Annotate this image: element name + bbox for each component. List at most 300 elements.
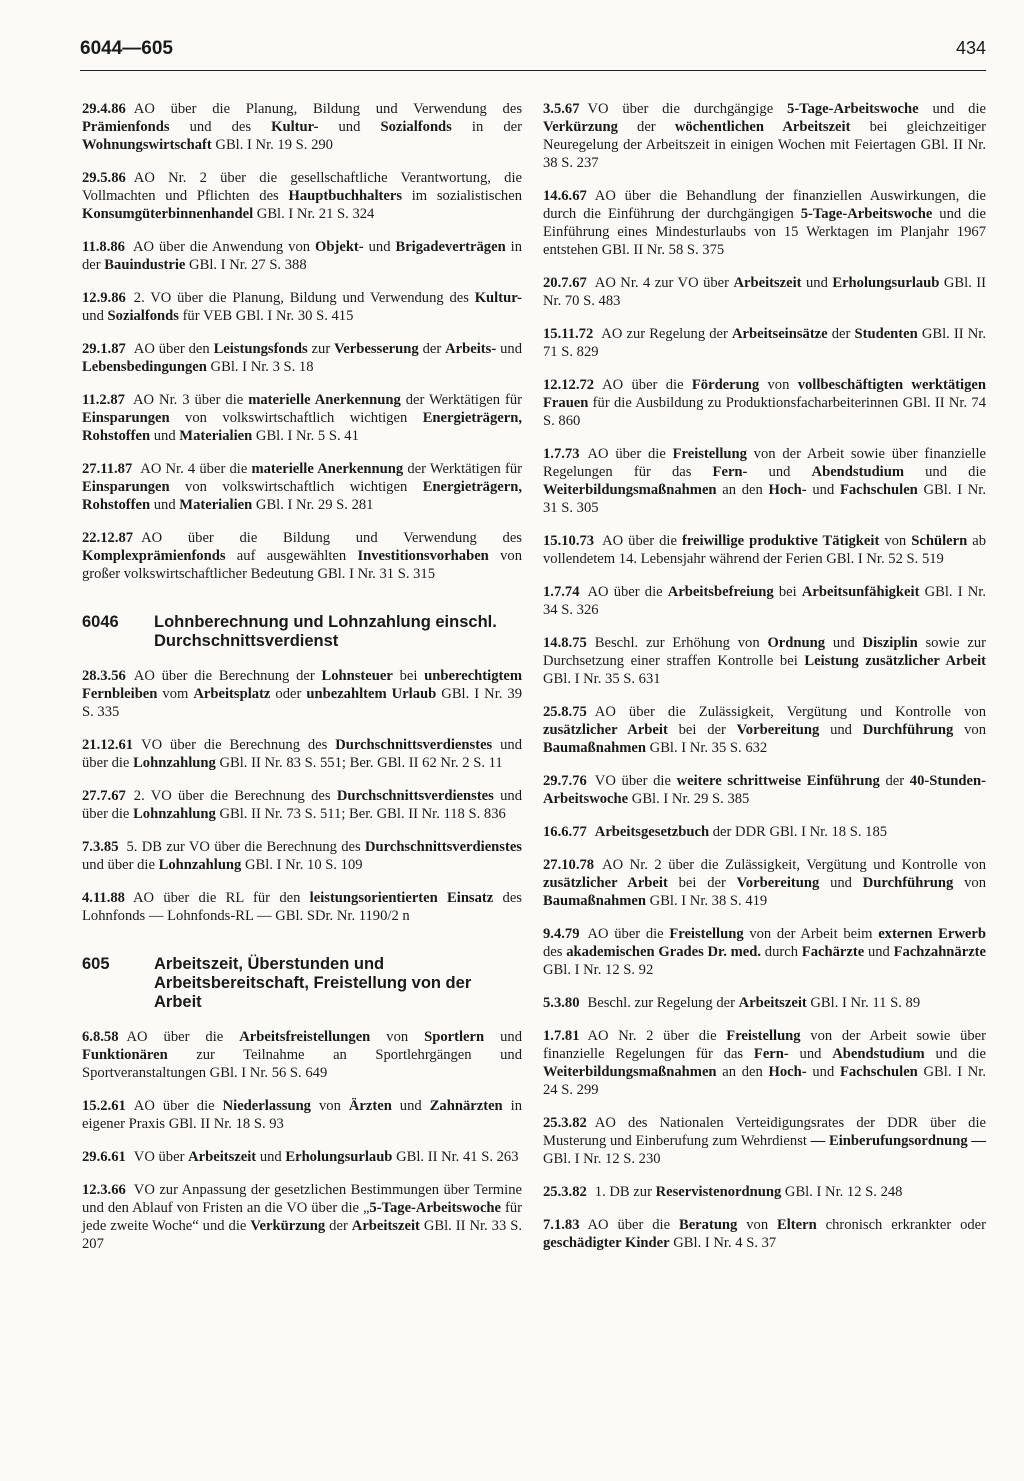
entry-text: AO Nr. 3 über die — [132, 392, 249, 408]
entry-keyword: Bauindustrie — [104, 257, 186, 273]
law-entry — [82, 529, 522, 583]
entry-text: und — [391, 1098, 430, 1114]
entry-date: 6.8.58 — [82, 1029, 119, 1045]
entry-keyword: Arbeits- — [445, 341, 497, 357]
law-entry — [543, 1114, 986, 1168]
entry-keyword: Energieträgern, Rohstoffen — [82, 479, 522, 513]
entry-text: Beschl. zur Regelung der — [587, 995, 739, 1011]
entry-text: von der Arbeit sowie über finanzielle Regelungen für das — [543, 446, 986, 480]
entry-date: 29.5.86 — [82, 170, 126, 186]
law-entry — [543, 634, 986, 688]
entry-text: AO Nr. 2 über die — [587, 1028, 727, 1044]
entry-keyword: Fern- — [712, 464, 748, 480]
entry-keyword: Leistung zusätzlicher Arbeit — [804, 653, 986, 669]
entry-text: GBl. I Nr. 19 S. 290 — [211, 137, 333, 153]
section-number: 6046 — [82, 613, 119, 631]
entry-keyword: Arbeitszeit — [738, 995, 807, 1011]
entry-keyword: leistungsorientierten Einsatz — [309, 890, 494, 906]
entry-keyword: Verkürzung — [543, 119, 618, 135]
entry-text: GBl. I Nr. 24 S. 299 — [543, 1064, 987, 1098]
entry-text: an den — [716, 1064, 769, 1080]
entry-text: und die Einführung eines Mindesturlaubs von 15 Werktagen im Planjahr 1967 entstehen GBl. II Nr. 58 S. 375 — [543, 206, 986, 258]
entry-keyword: Freistellung — [672, 446, 747, 462]
entry-text: VO zur Anpassung der gesetzlichen Bestimmungen über Termine und den Ablauf von Fristen an die VO über die „ — [82, 1182, 522, 1216]
entry-text: durch — [761, 944, 802, 960]
entry-keyword: freiwillige produktive Tätigkeit — [681, 533, 880, 549]
entry-date: 29.6.61 — [82, 1149, 126, 1165]
entry-keyword: Hauptbuchhalters — [288, 188, 402, 204]
entry-keyword: Prämienfonds — [82, 119, 170, 135]
entry-keyword: geschädigter Kinder — [543, 1235, 670, 1251]
law-entry — [543, 583, 986, 619]
entry-keyword: Arbeitszeit — [733, 275, 802, 291]
entry-keyword: Vorbereitung — [736, 722, 820, 738]
entry-text: von — [953, 875, 986, 891]
law-entry — [543, 856, 986, 910]
entry-keyword: Brigadeverträgen — [395, 239, 506, 255]
entry-keyword: Reservistenordnung — [655, 1184, 782, 1200]
entry-keyword: Abendstudium — [832, 1046, 925, 1062]
entry-text: der — [617, 119, 675, 135]
entry-keyword: Erholungsurlaub — [832, 275, 940, 291]
section-title: Arbeitszeit, Überstunden und Arbeitsbereitschaft, Freistellung von der Arbeit — [154, 955, 472, 1011]
law-entry — [82, 460, 522, 514]
entry-text: AO über die — [126, 1029, 240, 1045]
entry-text: und — [819, 875, 863, 891]
entry-date: 27.11.87 — [82, 461, 133, 477]
entry-text: AO über die — [587, 584, 668, 600]
entry-text: und — [256, 1149, 286, 1165]
entry-date: 1.7.81 — [543, 1028, 580, 1044]
entry-keyword: Durchführung — [862, 875, 954, 891]
entry-keyword: Arbeitseinsätze — [731, 326, 828, 342]
entry-keyword: Objekt- — [315, 239, 364, 255]
entry-keyword: Abendstudium — [811, 464, 905, 480]
entry-text: sowie zur Durchsetzung einer straffen Kontrolle bei — [543, 635, 986, 669]
entry-text: VO über die Berechnung des — [141, 737, 336, 753]
entry-text: GBl. II Nr. 33 S. 207 — [82, 1218, 522, 1252]
law-entry — [82, 1028, 522, 1082]
entry-text: und — [825, 635, 863, 651]
entry-keyword: vollbeschäftigten werktätigen Frauen — [543, 377, 986, 411]
entry-date: 25.3.82 — [543, 1115, 587, 1131]
entry-text: und über die — [82, 857, 159, 873]
entry-keyword: externen Erwerb — [878, 926, 986, 942]
entry-keyword: Kultur- — [474, 290, 522, 306]
entry-text: GBl. I Nr. 34 S. 326 — [543, 584, 986, 618]
entry-date: 25.8.75 — [543, 704, 587, 720]
entry-text: von großer volkswirtschaftlicher Bedeutung GBl. I Nr. 31 S. 315 — [82, 548, 522, 582]
law-entry — [82, 1181, 522, 1253]
entry-text: von — [737, 1217, 777, 1233]
entry-keyword: Ärzten — [348, 1098, 392, 1114]
entry-date: 16.6.77 — [543, 824, 587, 840]
entry-keyword: Arbeitsunfähigkeit — [801, 584, 920, 600]
entry-text: AO über die Bildung und Verwendung des — [141, 530, 522, 546]
entry-text: und — [806, 1064, 840, 1080]
entry-keyword: Fachschulen — [839, 482, 918, 498]
law-entry — [82, 787, 522, 823]
entry-text: und — [318, 119, 381, 135]
entry-text: GBl. II Nr. 70 S. 483 — [543, 275, 987, 309]
entry-text: zur — [307, 341, 335, 357]
entry-keyword: Arbeitszeit — [351, 1218, 420, 1234]
entry-keyword: Durchführung — [862, 722, 954, 738]
entry-text: der — [325, 1218, 352, 1234]
entry-text: von volkswirtschaftlich wichtigen — [169, 410, 423, 426]
entry-keyword: Freistellung — [669, 926, 744, 942]
entry-date: 27.7.67 — [82, 788, 126, 804]
law-entry — [543, 703, 986, 757]
entry-keyword: materielle Anerkennung — [248, 392, 401, 408]
law-entry — [82, 1097, 522, 1133]
entry-date: 12.3.66 — [82, 1182, 126, 1198]
law-entry — [82, 340, 522, 376]
entry-date: 28.3.56 — [82, 668, 126, 684]
entry-keyword: Fachärzte — [801, 944, 865, 960]
entry-text: AO über die Behandlung der finanziellen Auswirkungen, die durch die Einführung der durchgängigen — [543, 188, 986, 222]
entry-text: der — [879, 773, 910, 789]
entry-keyword: Lohnsteuer — [321, 668, 393, 684]
entry-text: und — [806, 482, 840, 498]
entry-keyword: Zahnärzten — [429, 1098, 503, 1114]
section-heading — [82, 613, 522, 651]
entry-text: von der Arbeit sowie über finanzielle Regelungen für das — [543, 1028, 986, 1062]
entry-text: und über die — [82, 788, 522, 822]
entry-date: 29.4.86 — [82, 101, 126, 117]
entry-text: von — [759, 377, 798, 393]
entry-text: 2. VO über die Berechnung des — [133, 788, 337, 804]
law-entry — [82, 169, 522, 223]
entry-keyword: Materialien — [179, 497, 253, 513]
law-entry — [543, 187, 986, 259]
entry-text: GBl. I Nr. 12 S. 248 — [781, 1184, 903, 1200]
entry-text: AO über die — [602, 377, 692, 393]
law-entry — [543, 772, 986, 808]
law-entry — [82, 736, 522, 772]
entry-text: und die — [924, 1046, 986, 1062]
law-entry — [82, 289, 522, 325]
entry-text: bei gleichzeitiger Neuregelung der Arbeitszeit in einigen Wochen mit Feiertagen GBl. II Nr. 38 S. 237 — [543, 119, 986, 171]
entry-text: in der — [451, 119, 522, 135]
entry-date: 12.12.72 — [543, 377, 595, 393]
entry-keyword: wöchentlichen Arbeitszeit — [674, 119, 851, 135]
entry-keyword: Weiterbildungsmaßnahmen — [543, 482, 717, 498]
entry-text: und die — [918, 101, 986, 117]
entry-keyword: Lohnzahlung — [133, 755, 216, 771]
entry-text: GBl. I Nr. 12 S. 92 — [543, 962, 654, 978]
entry-date: 21.12.61 — [82, 737, 134, 753]
entry-keyword: Vorbereitung — [736, 875, 820, 891]
entry-keyword: Arbeitsfreistellungen — [239, 1029, 371, 1045]
entry-text: und — [150, 428, 180, 444]
entry-date: 27.10.78 — [543, 857, 595, 873]
page-number: 434 — [955, 38, 986, 58]
entry-text: GBl. II Nr. 41 S. 263 — [392, 1149, 519, 1165]
entry-text: VO über — [133, 1149, 189, 1165]
entry-keyword: Erholungsurlaub — [285, 1149, 393, 1165]
law-entry — [543, 1216, 986, 1252]
entry-text: und — [363, 239, 396, 255]
entry-text: AO Nr. 4 über die — [140, 461, 252, 477]
entry-keyword: Wohnungswirtschaft — [82, 137, 212, 153]
page-code: 6044—605 — [80, 38, 173, 59]
entry-text: AO über die RL für den — [132, 890, 310, 906]
entry-text: der — [418, 341, 446, 357]
entry-keyword: Weiterbildungsmaßnahmen — [543, 1064, 717, 1080]
left-column — [82, 100, 522, 1268]
entry-date: 5.3.80 — [543, 995, 580, 1011]
entry-text: GBl. I Nr. 38 S. 419 — [646, 893, 768, 909]
entry-keyword: Eltern — [777, 1217, 817, 1233]
law-entry — [82, 391, 522, 445]
entry-text: für die Ausbildung zu Produktionsfacharbeiterinnen GBl. II Nr. 74 S. 860 — [543, 395, 986, 429]
law-entry — [543, 532, 986, 568]
entry-keyword: Arbeitsplatz — [193, 686, 271, 702]
entry-keyword: Ordnung — [767, 635, 826, 651]
entry-keyword: Beratung — [678, 1217, 738, 1233]
entry-text: GBl. I Nr. 29 S. 281 — [252, 497, 374, 513]
entry-text: bei der — [667, 722, 737, 738]
entry-text: GBl. I Nr. 12 S. 230 — [543, 1151, 661, 1167]
entry-keyword: Lohnzahlung — [133, 806, 216, 822]
entry-keyword: Arbeitszeit — [188, 1149, 257, 1165]
entry-text: im sozialistischen — [402, 188, 522, 204]
entry-text: und — [747, 464, 812, 480]
entry-keyword: Verkürzung — [250, 1218, 326, 1234]
entry-text: GBl. I Nr. 11 S. 89 — [806, 995, 921, 1011]
entry-keyword: Hoch- — [768, 1064, 807, 1080]
entry-text: von — [310, 1098, 349, 1114]
entry-keyword: unberechtigtem Fernbleiben — [82, 668, 522, 702]
entry-text: auf ausgewählten — [225, 548, 358, 564]
entry-text: 5. DB zur VO über die Berechnung des — [126, 839, 365, 855]
entry-text: und — [801, 275, 833, 291]
entry-keyword: Fachschulen — [839, 1064, 918, 1080]
entry-text: und die — [904, 464, 986, 480]
entry-keyword: Leistungsfonds — [213, 341, 308, 357]
entry-text: GBl. I Nr. 21 S. 324 — [253, 206, 375, 222]
entry-text: GBl. II Nr. 73 S. 511; Ber. GBl. II Nr. 118 S. 836 — [215, 806, 506, 822]
entry-keyword: Lebensbedingungen — [82, 359, 207, 375]
entry-text: Beschl. zur Erhöhung von — [594, 635, 768, 651]
entry-text: GBl. I Nr. 35 S. 631 — [543, 671, 661, 687]
law-entry — [82, 238, 522, 274]
entry-keyword: Kultur- — [271, 119, 319, 135]
entry-text: zur Teilnahme an Sportlehrgängen und Sportveranstaltungen GBl. I Nr. 56 S. 649 — [82, 1047, 522, 1081]
law-entry — [543, 376, 986, 430]
entry-text: und — [496, 341, 522, 357]
entry-text: oder — [270, 686, 307, 702]
law-entry — [543, 274, 986, 310]
entry-keyword: — Einberufungsordnung — — [810, 1133, 986, 1149]
entry-date: 15.11.72 — [543, 326, 594, 342]
entry-text: AO über die Planung, Bildung und Verwendung des — [133, 101, 522, 117]
entry-keyword: Sozialfonds — [380, 119, 452, 135]
entry-keyword: weitere schrittweise Einführung — [676, 773, 880, 789]
entry-text: und des — [169, 119, 272, 135]
entry-date: 14.6.67 — [543, 188, 587, 204]
entry-keyword: Arbeitsbefreiung — [667, 584, 774, 600]
entry-text: 2. VO über die Planung, Bildung und Verwendung des — [133, 290, 475, 306]
entry-keyword: 5-Tage-Arbeitswoche — [800, 206, 933, 222]
entry-keyword: akademischen Grades Dr. med. — [566, 944, 762, 960]
entry-text: und — [82, 308, 108, 324]
entry-keyword: Verbesserung — [334, 341, 419, 357]
entry-text: AO über die Anwendung von — [132, 239, 316, 255]
entry-text: von — [953, 722, 986, 738]
entry-date: 7.1.83 — [543, 1217, 580, 1233]
entry-keyword: Funktionären — [82, 1047, 168, 1063]
entry-keyword: unbezahltem Urlaub — [306, 686, 437, 702]
entry-text: GBl. I Nr. 39 S. 335 — [82, 686, 523, 720]
entry-keyword: Schülern — [911, 533, 968, 549]
entry-text: 1. DB zur — [594, 1184, 656, 1200]
entry-keyword: zusätzlicher Arbeit — [543, 722, 668, 738]
entry-text: und — [819, 722, 863, 738]
header-rule — [80, 70, 986, 71]
entry-text: AO Nr. 4 zur VO über — [594, 275, 734, 291]
entry-text: und — [788, 1046, 833, 1062]
entry-date: 14.8.75 — [543, 635, 587, 651]
entry-keyword: 5-Tage-Arbeitswoche — [369, 1200, 502, 1216]
entry-text: in der — [82, 239, 523, 273]
entry-text: AO über die — [587, 926, 670, 942]
entry-keyword: Einsparungen — [82, 479, 170, 495]
entry-text: und über die — [82, 737, 522, 771]
entry-text: GBl. I Nr. 3 S. 18 — [206, 359, 314, 375]
entry-keyword: Investitionsvorhaben — [357, 548, 489, 564]
entry-keyword: Sportlern — [424, 1029, 485, 1045]
entry-text: GBl. I Nr. 10 S. 109 — [241, 857, 363, 873]
entry-text: GBl. I Nr. 31 S. 305 — [543, 482, 987, 516]
entry-keyword: Durchschnittsverdienstes — [364, 839, 522, 855]
entry-text: von — [370, 1029, 425, 1045]
entry-text: des Lohnfonds — Lohnfonds-RL — GBl. SDr. Nr. 1190/2 n — [82, 890, 522, 924]
entry-keyword: materielle Anerkennung — [251, 461, 404, 477]
entry-text: für VEB GBl. I Nr. 30 S. 415 — [178, 308, 354, 324]
section-title: Lohnberechnung und Lohnzahlung einschl. Durchschnittsverdienst — [154, 613, 497, 650]
entry-keyword: Freistellung — [726, 1028, 801, 1044]
entry-text: bei — [392, 668, 425, 684]
entry-text: AO über die — [602, 533, 682, 549]
entry-text: vom — [157, 686, 194, 702]
entry-date: 15.10.73 — [543, 533, 595, 549]
entry-text: AO über die Berechnung der — [133, 668, 322, 684]
entry-text: bei — [773, 584, 802, 600]
entry-date: 3.5.67 — [543, 101, 580, 117]
entry-keyword: Förderung — [691, 377, 760, 393]
entry-keyword: Baumaßnahmen — [543, 893, 646, 909]
entry-keyword: Arbeitsgesetzbuch — [594, 824, 710, 840]
law-entry — [82, 1148, 522, 1166]
entry-date: 7.3.85 — [82, 839, 119, 855]
entry-text: AO Nr. 2 über die Zulässigkeit, Vergütung und Kontrolle von — [602, 857, 986, 873]
entry-text: GBl. I Nr. 5 S. 41 — [252, 428, 359, 444]
entry-text: GBl. I Nr. 29 S. 385 — [628, 791, 750, 807]
law-entry — [543, 823, 986, 841]
entry-text: von — [879, 533, 912, 549]
entry-text: AO über die — [133, 1098, 223, 1114]
entry-date: 15.2.61 — [82, 1098, 126, 1114]
entry-date: 11.2.87 — [82, 392, 125, 408]
entry-date: 1.7.73 — [543, 446, 580, 462]
entry-keyword: Niederlassung — [222, 1098, 311, 1114]
entry-text: AO über die — [587, 1217, 679, 1233]
entry-date: 29.1.87 — [82, 341, 126, 357]
entry-keyword: Disziplin — [862, 635, 918, 651]
law-entry — [543, 1183, 986, 1201]
entry-text: an den — [716, 482, 769, 498]
entry-text: VO über die durchgängige — [587, 101, 788, 117]
entry-text: und — [484, 1029, 522, 1045]
entry-date: 9.4.79 — [543, 926, 580, 942]
law-entry — [82, 838, 522, 874]
entry-date: 20.7.67 — [543, 275, 587, 291]
entry-text: der — [827, 326, 855, 342]
entry-date: 25.3.82 — [543, 1184, 587, 1200]
entry-text: in eigener Praxis GBl. II Nr. 18 S. 93 — [82, 1098, 522, 1132]
entry-text: von volkswirtschaftlich wichtigen — [169, 479, 423, 495]
entry-keyword: Komplexprämienfonds — [82, 548, 226, 564]
entry-text: GBl. II Nr. 83 S. 551; Ber. GBl. II 62 Nr. 2 S. 11 — [215, 755, 503, 771]
entry-keyword: Fachzahnärzte — [893, 944, 987, 960]
entry-keyword: Energieträgern, Rohstoffen — [82, 410, 522, 444]
law-entry — [543, 994, 986, 1012]
entry-keyword: 40-Stunden-Arbeitswoche — [543, 773, 986, 807]
entry-text: GBl. I Nr. 4 S. 37 — [669, 1235, 777, 1251]
entry-keyword: 5-Tage-Arbeitswoche — [787, 101, 919, 117]
entry-text: der DDR GBl. I Nr. 18 S. 185 — [709, 824, 888, 840]
entry-text: AO zur Regelung der — [601, 326, 732, 342]
entry-text: bei der — [667, 875, 737, 891]
entry-date: 29.7.76 — [543, 773, 587, 789]
law-entry — [82, 889, 522, 925]
entry-keyword: Baumaßnahmen — [543, 740, 646, 756]
law-entry — [82, 667, 522, 721]
entry-text: des — [543, 944, 567, 960]
entry-text: GBl. I Nr. 35 S. 632 — [646, 740, 768, 756]
entry-keyword: Fern- — [753, 1046, 789, 1062]
right-column — [543, 100, 986, 1267]
entry-keyword: Lohnzahlung — [158, 857, 242, 873]
entry-date: 1.7.74 — [543, 584, 580, 600]
law-entry — [82, 100, 522, 154]
entry-text: von der Arbeit beim — [743, 926, 879, 942]
entry-text: für jede zweite Woche“ und die — [82, 1200, 522, 1234]
entry-keyword: Durchschnittsverdienstes — [335, 737, 493, 753]
entry-date: 12.9.86 — [82, 290, 126, 306]
law-entry — [543, 445, 986, 517]
entry-date: 4.11.88 — [82, 890, 125, 906]
entry-text: GBl. I Nr. 27 S. 388 — [185, 257, 307, 273]
entry-text: AO Nr. 2 über die gesellschaftliche Verantwortung, die Vollmachten und Pflichten des — [82, 170, 522, 204]
entry-keyword: Durchschnittsverdienstes — [336, 788, 494, 804]
entry-text: ab vollendetem 14. Lebensjahr während der Ferien GBl. I Nr. 52 S. 519 — [543, 533, 986, 567]
entry-text: chronisch erkrankter oder — [816, 1217, 986, 1233]
law-entry — [543, 925, 986, 979]
entry-keyword: Sozialfonds — [107, 308, 179, 324]
law-entry — [543, 100, 986, 172]
law-entry — [543, 325, 986, 361]
entry-keyword: Studenten — [854, 326, 918, 342]
entry-keyword: Konsumgüterbinnenhandel — [82, 206, 254, 222]
entry-date: 11.8.86 — [82, 239, 125, 255]
entry-keyword: zusätzlicher Arbeit — [543, 875, 668, 891]
entry-text: und — [150, 497, 180, 513]
section-heading — [82, 955, 522, 1012]
page-header — [80, 38, 986, 68]
